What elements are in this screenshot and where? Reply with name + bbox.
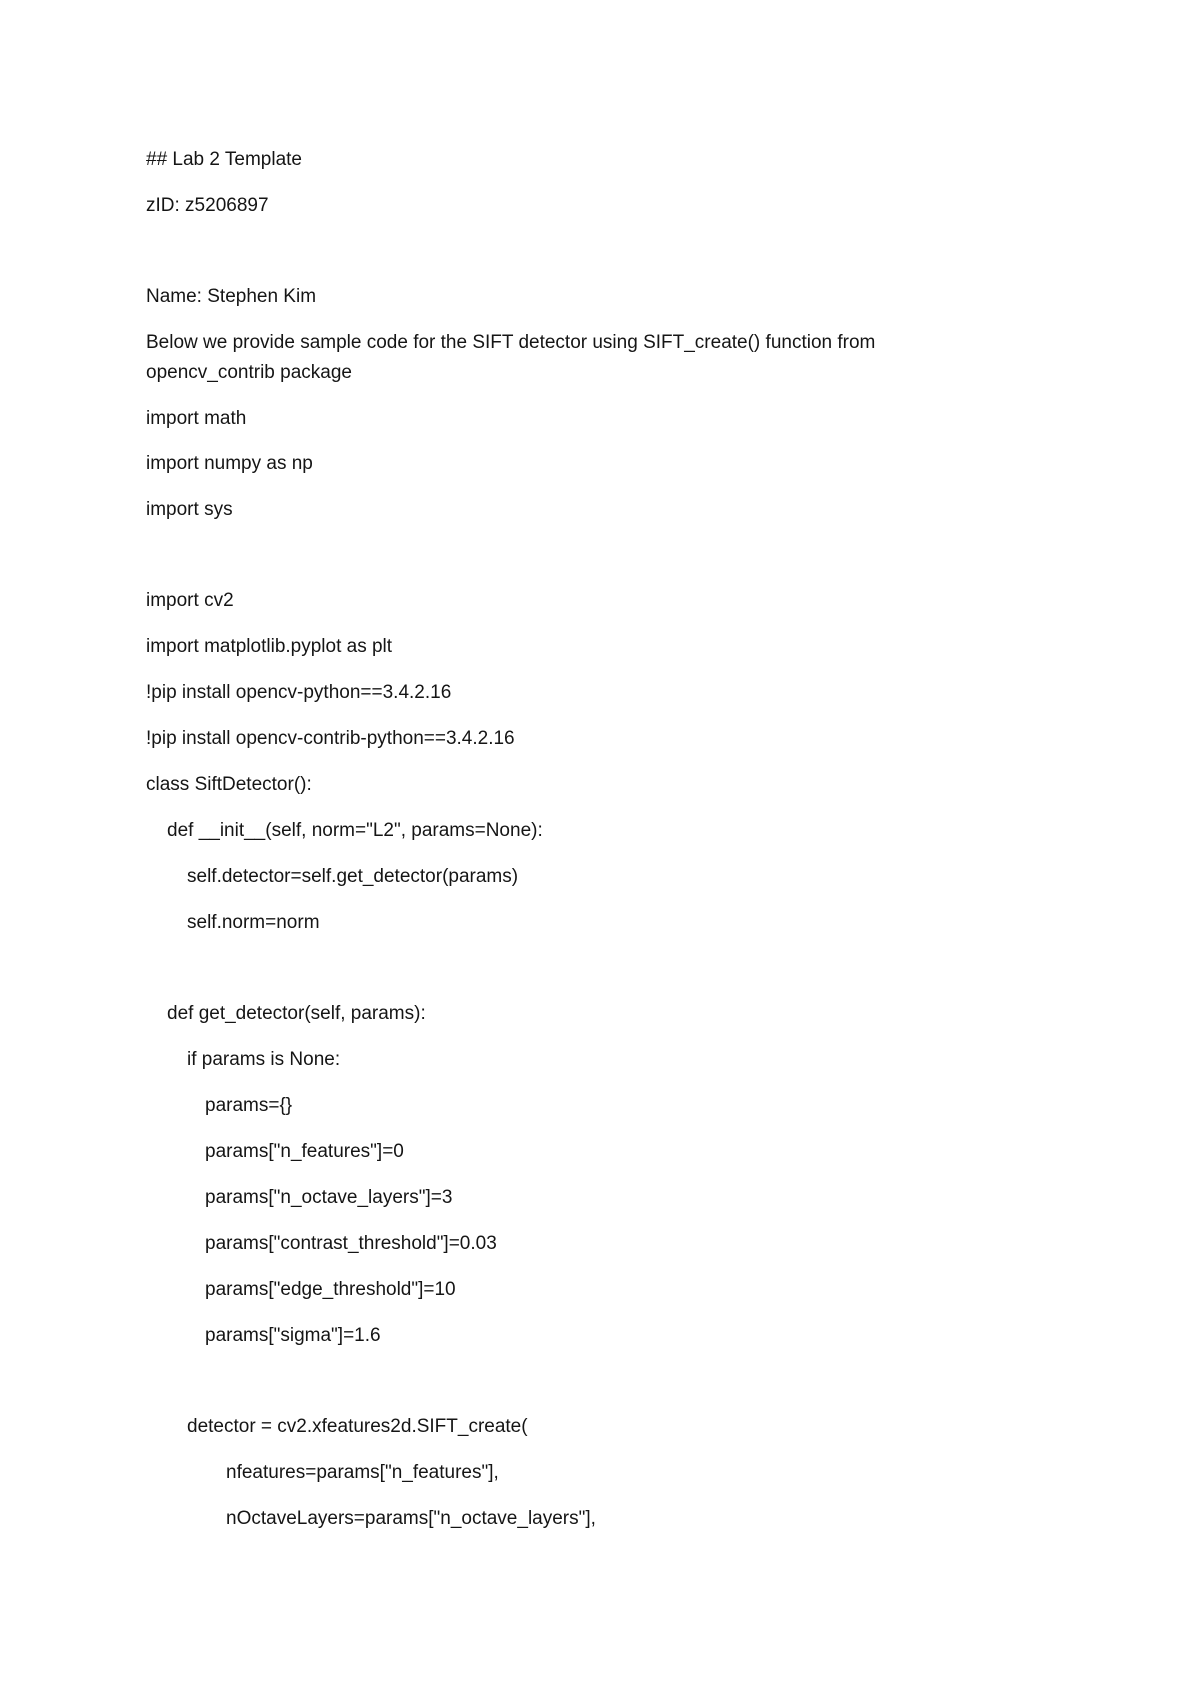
code-line-self-norm: self.norm=norm xyxy=(187,912,320,933)
code-line-self-detector: self.detector=self.get_detector(params) xyxy=(187,866,519,887)
code-line-get-detector-def: def get_detector(self, params): xyxy=(167,1003,426,1024)
code-line-params-empty: params={} xyxy=(205,1095,293,1116)
code-line-init-def: def __init__(self, norm="L2", params=None): xyxy=(167,820,543,841)
description-line-2: opencv_contrib package xyxy=(146,362,352,383)
code-line-pip-contrib: !pip install opencv-contrib-python==3.4.2.16 xyxy=(146,728,515,749)
code-line-params-edge-threshold: params["edge_threshold"]=10 xyxy=(205,1279,456,1300)
code-line-params-sigma: params["sigma"]=1.6 xyxy=(205,1325,381,1346)
document-heading: ## Lab 2 Template xyxy=(146,149,302,170)
code-line-detector-create: detector = cv2.xfeatures2d.SIFT_create( xyxy=(187,1416,528,1437)
code-line-import-cv2: import cv2 xyxy=(146,590,234,611)
code-line-import-matplotlib: import matplotlib.pyplot as plt xyxy=(146,636,393,657)
code-line-params-n-octave-layers: params["n_octave_layers"]=3 xyxy=(205,1187,453,1208)
code-line-import-math: import math xyxy=(146,408,247,429)
code-line-class-def: class SiftDetector(): xyxy=(146,774,312,795)
code-line-pip-opencv: !pip install opencv-python==3.4.2.16 xyxy=(146,682,452,703)
code-line-noctave-layers-arg: nOctaveLayers=params["n_octave_layers"], xyxy=(226,1508,596,1529)
student-id: zID: z5206897 xyxy=(146,195,269,216)
code-line-params-contrast-threshold: params["contrast_threshold"]=0.03 xyxy=(205,1233,497,1254)
code-line-import-numpy: import numpy as np xyxy=(146,453,313,474)
student-name: Name: Stephen Kim xyxy=(146,286,317,307)
code-line-if-params-none: if params is None: xyxy=(187,1049,341,1070)
code-line-params-n-features: params["n_features"]=0 xyxy=(205,1141,404,1162)
code-line-import-sys: import sys xyxy=(146,499,233,520)
code-line-nfeatures-arg: nfeatures=params["n_features"], xyxy=(226,1462,499,1483)
description-line-1: Below we provide sample code for the SIFT detector using SIFT_create() function from xyxy=(146,332,876,353)
